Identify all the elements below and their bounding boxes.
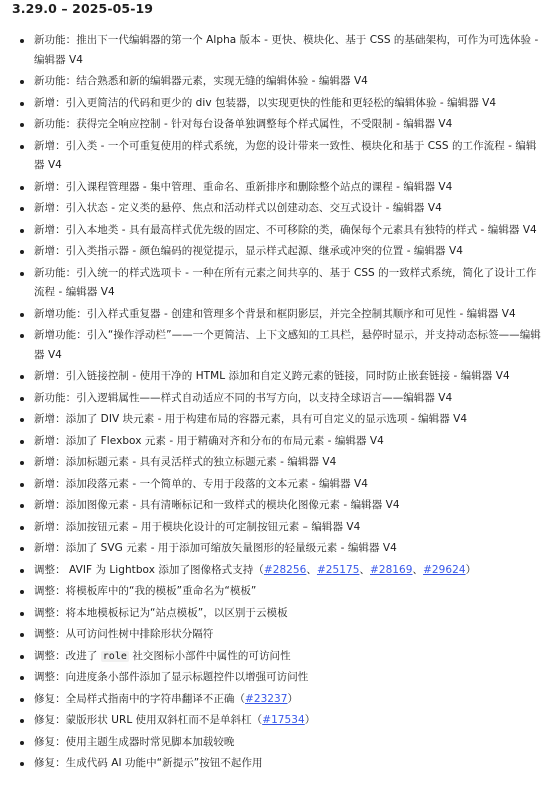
item-text: 新增：引入课程管理器 - 集中管理、重命名、重新排序和删除整个站点的课程 - 编辑器 V4 <box>34 180 453 193</box>
item-text: 调整：从可访问性树中排除形状分隔符 <box>34 628 214 640</box>
bullet-icon <box>20 483 24 487</box>
item-text: 新增：添加标题元素 - 具有灵活样式的独立标题元素 - 编辑器 V4 <box>34 456 337 468</box>
bullet-icon <box>20 80 24 84</box>
item-text: ） <box>287 692 299 705</box>
changelog-item <box>12 668 543 688</box>
bullet-icon <box>20 418 24 422</box>
bullet-icon <box>20 272 24 276</box>
item-text: 新增：引入链接控制 - 使用干净的 HTML 添加和自定义跨元素的链接，同时防止嵌套链接 - 编辑器 V4 <box>34 370 510 382</box>
item-text: 新增功能：引入“操作浮动栏”——一个更简洁、上下文感知的工具栏，悬停时显示，并支持动态标签——编辑器 V4 <box>34 329 541 361</box>
changelog-item <box>12 518 543 538</box>
changelog-item <box>12 711 543 731</box>
bullet-icon <box>20 229 24 233</box>
bullet-icon <box>20 655 24 659</box>
item-text: 新增：引入本地类 - 具有最高样式优先级的固定、不可移除的类，确保每个元素具有独特的样式 - 编辑器 V4 <box>34 223 537 236</box>
bullet-icon <box>20 719 24 723</box>
changelog-item <box>12 561 543 581</box>
item-text: 新增：添加段落元素 - 一个简单的、专用于段落的文本元素 - 编辑器 V4 <box>34 477 368 490</box>
changelog-item <box>12 178 543 198</box>
issue-link[interactable]: #29624 <box>423 563 466 576</box>
item-text: 新增：添加了 Flexbox 元素 - 用于精确对齐和分布的布局元素 - 编辑器 V4 <box>34 434 384 447</box>
item-text: 新增：引入状态 - 定义类的悬停、焦点和活动样式以创建动态、交互式设计 - 编辑器 V4 <box>34 202 442 214</box>
bullet-icon <box>20 375 24 379</box>
issue-link[interactable]: #17534 <box>262 714 305 726</box>
item-text: 新增：添加了 DIV 块元素 - 用于构建布局的容器元素，具有可自定义的显示选项 - 编辑器 V4 <box>34 413 468 425</box>
changelog-item <box>12 137 543 176</box>
changelog-item <box>12 496 543 516</box>
item-text: 调整：向进度条小部件添加了显示标题控件以增强可访问性 <box>34 671 309 683</box>
item-text: 新功能：获得完全响应控制 - 针对每台设备单独调整每个样式属性，不受限制 - 编辑器 V4 <box>34 118 453 130</box>
changelog-item <box>12 432 543 452</box>
item-text: 调整：改进了 <box>34 649 101 662</box>
bullet-icon <box>20 440 24 444</box>
changelog-item <box>12 264 543 303</box>
item-text: 新增：添加按钮元素 – 用于模块化设计的可定制按钮元素 – 编辑器 V4 <box>34 520 361 533</box>
bullet-icon <box>20 612 24 616</box>
bullet-icon <box>20 207 24 211</box>
release-version-title: 3.29.0 – 2025-05-19 <box>12 1 154 16</box>
item-text: 修复：使用主题生成器时常见脚本加载较晚 <box>34 735 235 748</box>
changelog-item <box>12 453 543 473</box>
changelog-item <box>12 410 543 430</box>
bullet-icon <box>20 741 24 745</box>
changelog-item <box>12 690 543 710</box>
item-text: 修复：生成代码 AI 功能中“新提示”按钮不起作用 <box>34 757 263 769</box>
changelog-item <box>12 582 543 602</box>
changelog-item <box>12 647 543 667</box>
inline-code: role <box>102 650 127 662</box>
item-text: 新增：引入更简洁的代码和更少的 div 包装器，以实现更快的性能和更轻松的编辑体验 - 编辑器 V4 <box>34 96 497 109</box>
item-text: 、 <box>306 563 317 576</box>
item-text: 修复：全局样式指南中的字符串翻译不正确（ <box>34 692 245 705</box>
bullet-icon <box>20 186 24 190</box>
item-text: 新功能：引入逻辑属性——样式自动适应不同的书写方向，以支持全球语言——编辑器 V4 <box>34 391 453 404</box>
item-text: 社交图标小部件中属性的可访问性 <box>128 649 291 662</box>
bullet-icon <box>20 123 24 127</box>
item-text: 新功能：推出下一代编辑器的第一个 Alpha 版本 - 更快、模块化、基于 CSS 的基础架构，可作为可选体验 - 编辑器 V4 <box>34 34 539 66</box>
changelog-item <box>12 604 543 624</box>
changelog-item <box>12 242 543 262</box>
bullet-icon <box>20 39 24 43</box>
changelog-item <box>12 625 543 645</box>
bullet-icon <box>20 633 24 637</box>
item-text: 修复：蒙版形状 URL 使用双斜杠而不是单斜杠（ <box>34 714 263 726</box>
bullet-icon <box>20 397 24 401</box>
item-text: 、 <box>412 563 424 576</box>
item-text: ） <box>465 563 477 576</box>
item-text: 新功能：结合熟悉和新的编辑器元素，实现无缝的编辑体验 - 编辑器 V4 <box>34 75 368 87</box>
bullet-icon <box>20 698 24 702</box>
bullet-icon <box>20 762 24 766</box>
changelog-item <box>12 221 543 241</box>
bullet-icon <box>20 504 24 508</box>
bullet-icon <box>20 313 24 317</box>
changelog-item <box>12 539 543 559</box>
bullet-icon <box>20 250 24 254</box>
item-text: 新增：引入类指示器 - 颜色编码的视觉提示，显示样式起源、继承或冲突的位置 - 编辑器 V4 <box>34 245 463 257</box>
changelog-item <box>12 754 543 774</box>
issue-link[interactable]: #28169 <box>370 563 413 576</box>
bullet-icon <box>20 461 24 465</box>
issue-link[interactable]: #23237 <box>245 692 288 705</box>
issue-link[interactable]: #28256 <box>263 563 307 576</box>
item-text: 、 <box>359 563 370 576</box>
item-text: 调整：将本地模板标记为“站点模板”，以区别于云模板 <box>34 606 288 619</box>
changelog-item <box>12 305 543 325</box>
changelog-item <box>12 367 543 387</box>
bullet-icon <box>20 590 24 594</box>
item-text: ） <box>304 714 316 726</box>
bullet-icon <box>20 547 24 551</box>
item-text: 新增：添加图像元素 - 具有清晰标记和一致样式的模块化图像元素 - 编辑器 V4 <box>34 499 400 511</box>
item-text: 新增：引入类 - 一个可重复使用的样式系统，为您的设计带来一致性、模块化和基于 CSS 的工作流程 - 编辑器 V4 <box>34 139 537 171</box>
changelog-item <box>12 199 543 219</box>
changelog-item <box>12 733 543 753</box>
changelog-item <box>12 326 543 365</box>
changelog-item <box>12 72 543 92</box>
changelog-list <box>12 31 543 774</box>
bullet-icon <box>20 569 24 573</box>
bullet-icon <box>20 145 24 149</box>
changelog-item <box>12 94 543 114</box>
changelog-item <box>12 389 543 409</box>
changelog-item <box>12 475 543 495</box>
bullet-icon <box>20 526 24 530</box>
item-text: 新增：添加了 SVG 元素 - 用于添加可缩放矢量图形的轻量级元素 - 编辑器 V4 <box>34 542 397 554</box>
item-text: 新增功能：引入样式重复器 - 创建和管理多个背景和框阴影层，并完全控制其顺序和可见性 - 编辑器 V4 <box>34 307 516 320</box>
bullet-icon <box>20 102 24 106</box>
changelog-item <box>12 115 543 135</box>
bullet-icon <box>20 676 24 680</box>
item-text: 调整： AVIF 为 Lightbox 添加了图像格式支持（ <box>34 563 264 576</box>
issue-link[interactable]: #25175 <box>316 563 360 576</box>
item-text: 调整：将模板库中的“我的模板”重命名为“模板” <box>34 585 257 597</box>
item-text: 新功能：引入统一的样式选项卡 - 一种在所有元素之间共享的、基于 CSS 的一致样式系统，简化了设计工作流程 - 编辑器 V4 <box>34 266 537 298</box>
bullet-icon <box>20 334 24 338</box>
changelog-item <box>12 31 543 70</box>
